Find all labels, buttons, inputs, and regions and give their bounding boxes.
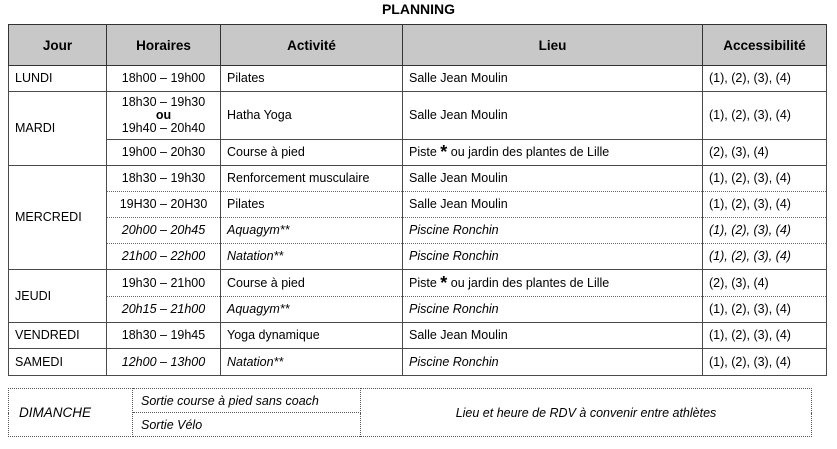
horaires-cell: 19h30 – 21h00 [107,270,221,297]
day-samedi: SAMEDI [9,349,107,376]
table-row [9,166,827,192]
table-row [9,92,827,140]
activite-cell: Sortie Vélo [133,413,361,437]
accessibilite-cell: (1), (2), (3), (4) [703,218,827,244]
accessibilite-cell: (1), (2), (3), (4) [703,244,827,270]
activite-cell: Natation** [221,349,403,376]
lieu-cell: Piscine Ronchin [403,349,703,376]
activite-cell: Aquagym** [221,297,403,323]
table-row [9,270,827,297]
accessibilite-cell: (2), (3), (4) [703,270,827,297]
activite-cell: Aquagym** [221,218,403,244]
header-lieu: Lieu [403,25,703,66]
horaires-cell: 18h00 – 19h00 [107,66,221,92]
accessibilite-cell: (1), (2), (3), (4) [703,349,827,376]
horaires-ou: ou [155,108,172,122]
horaires-cell: 18h30 – 19h45 [107,323,221,349]
dimanche-table [8,388,812,437]
activite-cell: Sortie course à pied sans coach [133,389,361,413]
lieu-jardin: ou jardin des plantes de Lille [450,145,610,159]
lieu-cell: Piscine Ronchin [403,297,703,323]
table-row [9,389,812,413]
lieu-cell: Lieu et heure de RDV à convenir entre athlètes [361,389,812,437]
lieu-cell [403,270,703,297]
planning-table [8,24,827,376]
activite-cell: Pilates [221,66,403,92]
table-row [9,297,827,323]
activite-cell: Course à pied [221,270,403,297]
lieu-cell: Piscine Ronchin [403,244,703,270]
header-accessibilite: Accessibilité [703,25,827,66]
lieu-piste: Piste [409,275,437,290]
asterisk-mark: * [440,142,448,162]
lieu-cell: Salle Jean Moulin [403,192,703,218]
day-lundi: LUNDI [9,66,107,92]
accessibilite-cell: (1), (2), (3), (4) [703,297,827,323]
table-row [9,66,827,92]
table-row [9,218,827,244]
activite-cell: Course à pied [221,140,403,166]
horaires-cell: 20h00 – 20h45 [107,218,221,244]
horaires-cell: 21h00 – 22h00 [107,244,221,270]
table-row [9,349,827,376]
activite-cell: Yoga dynamique [221,323,403,349]
accessibilite-cell: (1), (2), (3), (4) [703,92,827,140]
activite-cell: Pilates [221,192,403,218]
lieu-cell: Piscine Ronchin [403,218,703,244]
header-horaires: Horaires [107,25,221,66]
accessibilite-cell: (1), (2), (3), (4) [703,323,827,349]
header-activite: Activité [221,25,403,66]
accessibilite-cell: (1), (2), (3), (4) [703,192,827,218]
activite-cell: Renforcement musculaire [221,166,403,192]
horaires-cell: 18h30 – 19h30 [107,166,221,192]
day-mardi: MARDI [9,92,107,166]
table-row [9,323,827,349]
lieu-cell: Salle Jean Moulin [403,166,703,192]
day-mercredi: MERCREDI [9,166,107,270]
horaires-cell: 19H30 – 20H30 [107,192,221,218]
day-jeudi: JEUDI [9,270,107,323]
accessibilite-cell: (1), (2), (3), (4) [703,166,827,192]
activite-cell: Hatha Yoga [221,92,403,140]
accessibilite-cell: (1), (2), (3), (4) [703,66,827,92]
asterisk-mark: * [440,272,448,293]
lieu-cell [403,140,703,166]
horaires-option-b: 19h40 – 20h40 [121,121,206,135]
lieu-piste: Piste [409,145,437,159]
page-title: PLANNING [381,1,456,17]
horaires-cell [107,92,221,140]
lieu-jardin: ou jardin des plantes de Lille [450,275,610,290]
horaires-cell: 12h00 – 13h00 [107,349,221,376]
table-row [9,140,827,166]
activite-cell: Natation** [221,244,403,270]
lieu-cell: Salle Jean Moulin [403,66,703,92]
lieu-cell: Salle Jean Moulin [403,92,703,140]
table-row [9,244,827,270]
header-jour: Jour [9,25,107,66]
header-row [9,25,827,66]
table-row [9,192,827,218]
lieu-cell: Salle Jean Moulin [403,323,703,349]
day-vendredi: VENDREDI [9,323,107,349]
horaires-cell: 19h00 – 20h30 [107,140,221,166]
accessibilite-cell: (2), (3), (4) [703,140,827,166]
day-dimanche: DIMANCHE [9,389,133,437]
horaires-option-a: 18h30 – 19h30 [121,95,206,109]
horaires-cell: 20h15 – 21h00 [107,297,221,323]
